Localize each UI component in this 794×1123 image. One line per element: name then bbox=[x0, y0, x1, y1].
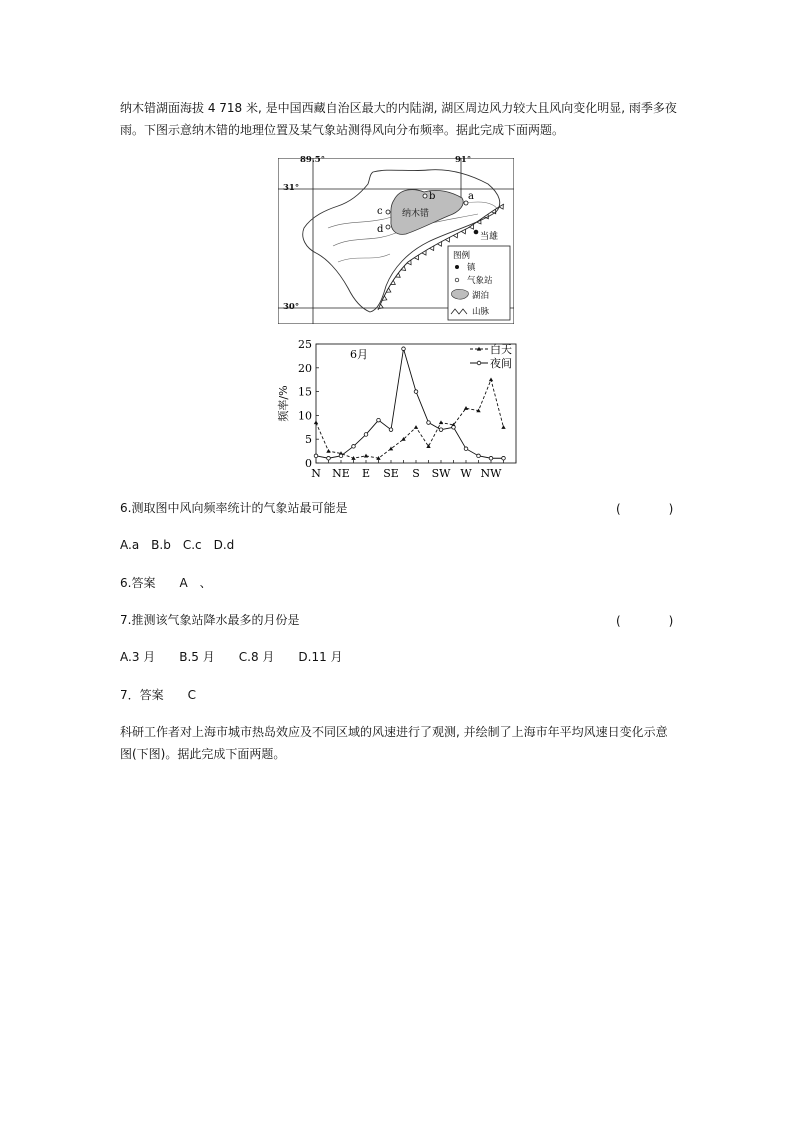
lon-895-label: 89.5° bbox=[300, 155, 325, 165]
legend-station-label: 气象站 bbox=[467, 276, 493, 286]
data-point bbox=[489, 456, 493, 460]
data-point bbox=[314, 420, 318, 424]
question-7-text: 7.推测该气象站降水最多的月份是 bbox=[120, 613, 300, 627]
contour-line bbox=[338, 254, 390, 262]
legend-mountain-label: 山脉 bbox=[472, 307, 490, 317]
data-point bbox=[327, 456, 331, 460]
station-c-marker bbox=[386, 210, 390, 214]
data-point bbox=[377, 418, 381, 422]
question-7-options: A.3 月 B.5 月 C.8 月 D.11 月 bbox=[120, 650, 343, 664]
legend-town-symbol bbox=[455, 265, 459, 269]
data-point bbox=[477, 454, 481, 458]
legend-label: 夜间 bbox=[490, 357, 512, 370]
station-b-label: b bbox=[429, 191, 436, 202]
chart-series bbox=[314, 347, 506, 460]
lake-name-label: 纳木错 bbox=[402, 209, 430, 219]
data-point bbox=[339, 454, 343, 458]
wind-frequency-chart bbox=[270, 338, 520, 486]
data-point bbox=[414, 425, 418, 429]
town-label: 当雄 bbox=[480, 232, 499, 242]
lat-30-label: 30° bbox=[283, 302, 300, 312]
legend-title: 图例 bbox=[453, 251, 471, 261]
x-tick-label: SE bbox=[383, 467, 399, 480]
data-point bbox=[439, 428, 443, 432]
data-point bbox=[402, 347, 406, 351]
data-point bbox=[389, 428, 393, 432]
data-point bbox=[427, 421, 431, 425]
legend-lake-label: 湖泊 bbox=[472, 291, 490, 301]
y-tick-label: 0 bbox=[305, 457, 312, 470]
station-b-marker bbox=[423, 194, 427, 198]
data-point bbox=[501, 425, 505, 429]
legend-marker bbox=[477, 361, 481, 365]
x-tick-label: W bbox=[460, 467, 472, 480]
data-point bbox=[502, 456, 506, 460]
data-point bbox=[464, 406, 468, 410]
chart-title: 6月 bbox=[350, 348, 368, 361]
y-tick-label: 10 bbox=[298, 409, 312, 423]
lon-91-label: 91° bbox=[455, 155, 472, 165]
station-d-label: d bbox=[377, 224, 384, 235]
intro-paragraph-line-1: 纳木错湖面海拔 4 718 米, 是中国西藏自治区最大的内陆湖, 湖区周边风力较大且风向变化明显, 雨季多夜 bbox=[120, 101, 677, 115]
question-7-answer: 7．答案 C bbox=[120, 688, 197, 702]
series-line-nighttime bbox=[316, 349, 504, 458]
data-point bbox=[314, 454, 318, 458]
data-point bbox=[326, 449, 330, 453]
station-a-label: a bbox=[468, 191, 474, 202]
x-tick-label: NE bbox=[332, 467, 350, 480]
data-point bbox=[489, 378, 493, 382]
x-tick-label: S bbox=[412, 467, 420, 480]
data-point bbox=[439, 420, 443, 424]
legend-town-label: 镇 bbox=[467, 263, 476, 273]
intro-2-paragraph-line-2: 图(下图)。据此完成下面两题。 bbox=[120, 747, 286, 761]
legend-station-symbol bbox=[455, 278, 459, 282]
x-tick-label: E bbox=[361, 467, 371, 480]
series-line-daytime bbox=[316, 380, 504, 459]
y-tick-label: 25 bbox=[298, 338, 312, 351]
question-6-answer: 6.答案 A 、 bbox=[120, 576, 212, 590]
chart-plot-area bbox=[316, 344, 516, 463]
question-6-answer-blank: ( ) bbox=[616, 502, 674, 516]
y-tick-label: 5 bbox=[305, 433, 312, 447]
station-c-label: c bbox=[377, 206, 383, 217]
y-tick-label: 15 bbox=[298, 385, 312, 399]
town-marker bbox=[474, 230, 479, 235]
data-point bbox=[452, 426, 456, 430]
x-tick-label: SW bbox=[431, 467, 451, 480]
chart-y-axis-label: 频率/% bbox=[277, 385, 290, 422]
intro-2-paragraph-line-1: 科研工作者对上海市城市热岛效应及不同区域的风速进行了观测, 并绘制了上海市年平均风速日变化示意 bbox=[120, 725, 668, 739]
legend-lake-symbol bbox=[451, 289, 468, 299]
x-tick-label: N bbox=[311, 467, 321, 480]
intro-paragraph-line-2: 雨。下图示意纳木错的地理位置及某气象站测得风向分布频率。据此完成下面两题。 bbox=[120, 123, 565, 137]
station-d-marker bbox=[386, 225, 390, 229]
y-tick-label: 20 bbox=[298, 361, 312, 375]
data-point bbox=[364, 433, 368, 437]
question-6-text: 6.测取图中风向频率统计的气象站最可能是 bbox=[120, 501, 348, 515]
data-point bbox=[464, 447, 468, 451]
question-7-answer-blank: ( ) bbox=[616, 614, 674, 628]
data-point bbox=[414, 390, 418, 394]
data-point bbox=[364, 454, 368, 458]
namco-location-map bbox=[278, 158, 514, 324]
legend-label: 白天 bbox=[490, 343, 512, 356]
lat-31-label: 31° bbox=[283, 183, 300, 193]
question-6-options: A.a B.b C.c D.d bbox=[120, 538, 235, 552]
data-point bbox=[352, 445, 356, 449]
chart-legend bbox=[470, 343, 512, 370]
x-tick-label: NW bbox=[480, 467, 502, 480]
